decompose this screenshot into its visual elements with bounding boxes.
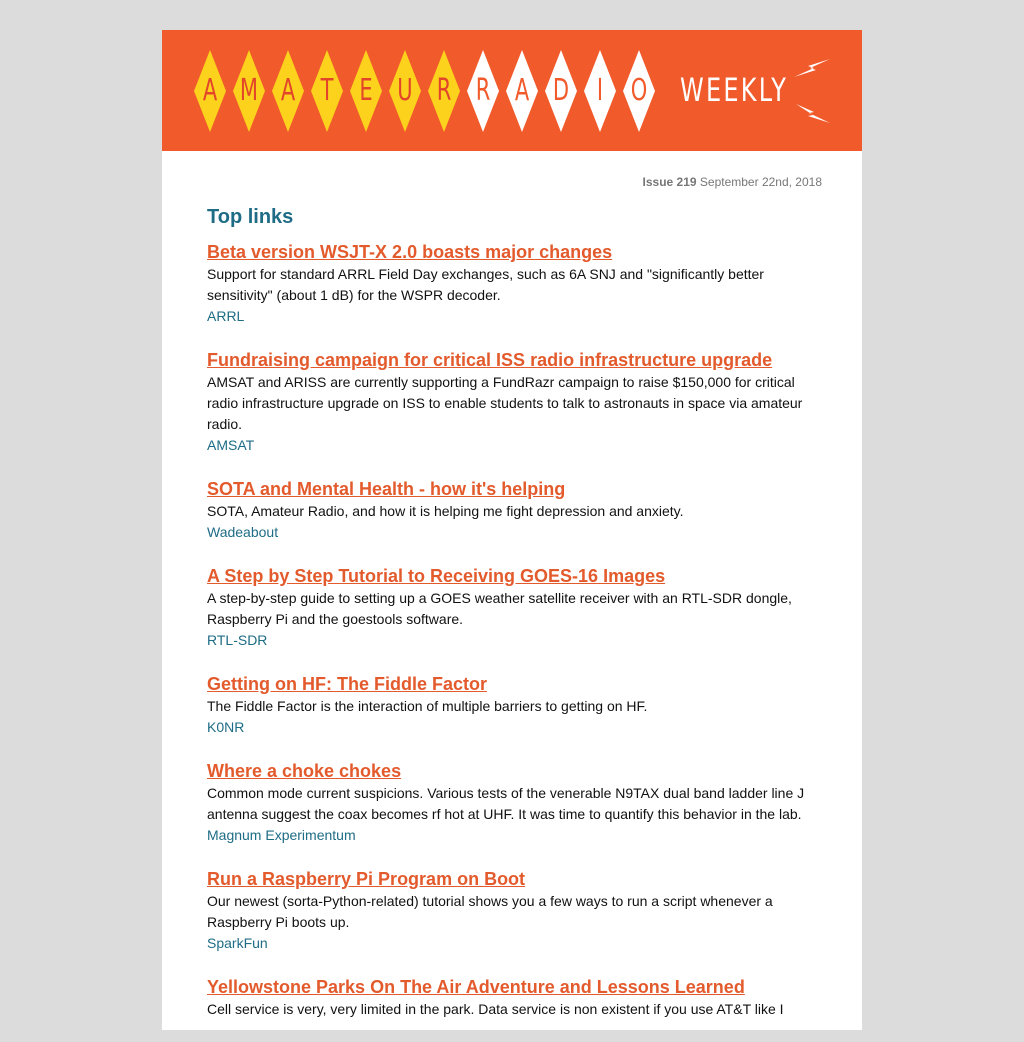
logo-letter: U — [397, 73, 413, 108]
article-item — [207, 976, 823, 1020]
lightning-bolt-icon — [794, 59, 830, 79]
article-title-link[interactable]: A Step by Step Tutorial to Receiving GOES-16 Images — [207, 566, 666, 586]
logo-letter: R — [475, 73, 491, 108]
article-title-link[interactable]: Yellowstone Parks On The Air Adventure and Lessons Learned — [207, 977, 745, 997]
section-title: Top links — [207, 206, 294, 228]
logo-diamond — [506, 50, 538, 132]
logo-letter: O — [630, 73, 648, 108]
article-item — [207, 241, 823, 327]
article-title-link[interactable]: Fundraising campaign for critical ISS radio infrastructure upgrade — [207, 350, 773, 370]
article-description: Support for standard ARRL Field Day exchanges, such as 6A SNJ and "significantly better sensitivity" (about 1 dB) for the WSPR decoder. — [207, 266, 764, 303]
logo-letter: I — [596, 73, 604, 108]
article-title-link[interactable]: Run a Raspberry Pi Program on Boot — [207, 869, 526, 889]
issue-date: September 22nd, 2018 — [699, 175, 822, 189]
logo-letter: M — [239, 73, 259, 108]
logo-diamond — [194, 50, 226, 132]
logo-diamond — [584, 50, 616, 132]
article-item — [207, 760, 823, 846]
article-item — [207, 673, 823, 738]
issue-number: Issue 219 — [642, 175, 697, 189]
newsletter-banner — [162, 30, 862, 151]
logo-letter: A — [514, 73, 530, 108]
article-source-link[interactable]: RTL-SDR — [207, 632, 268, 648]
logo-diamond — [233, 50, 265, 132]
article-item — [207, 478, 823, 543]
article-source-link[interactable]: SparkFun — [207, 935, 268, 951]
logo-letter: R — [436, 73, 452, 108]
logo-letter: D — [552, 73, 570, 108]
article-source-link[interactable]: K0NR — [207, 719, 245, 735]
logo-diamond — [428, 50, 460, 132]
logo-letter: A — [202, 73, 218, 108]
logo-diamond — [350, 50, 382, 132]
article-description: AMSAT and ARISS are currently supporting a FundRazr campaign to raise $150,000 for critical radio infrastructure upgrade on ISS to enable students to talk to astronauts in space via amateur radio. — [207, 374, 803, 432]
article-item — [207, 349, 823, 456]
article-description: The Fiddle Factor is the interaction of multiple barriers to getting on HF. — [207, 698, 648, 714]
newsletter-container — [162, 30, 862, 1030]
article-source-link[interactable]: Wadeabout — [207, 524, 279, 540]
article-source-link[interactable]: AMSAT — [207, 437, 255, 453]
article-source-link[interactable]: Magnum Experimentum — [207, 827, 356, 843]
article-item — [207, 868, 823, 954]
article-title-link[interactable]: Where a choke chokes — [207, 761, 402, 781]
newsletter-content — [207, 204, 823, 1042]
article-title-link[interactable]: SOTA and Mental Health - how it's helping — [207, 479, 566, 499]
lightning-bolt-icon — [796, 104, 830, 124]
article-description: Our newest (sorta-Python-related) tutorial shows you a few ways to run a script whenever a Raspberry Pi boots up. — [207, 893, 773, 930]
logo-diamond — [389, 50, 421, 132]
logo-diamond — [311, 50, 343, 132]
logo-diamond — [272, 50, 304, 132]
article-item — [207, 565, 823, 651]
article-description: Cell service is very, very limited in the park. Data service is non existent if you use AT&T like I — [207, 1001, 784, 1017]
logo-letter: A — [280, 73, 296, 108]
logo-diamond — [623, 50, 655, 132]
article-source-link[interactable]: ARRL — [207, 308, 245, 324]
issue-line — [643, 175, 822, 189]
article-list — [207, 241, 823, 1020]
logo-diamond — [467, 50, 499, 132]
logo-letter: E — [359, 73, 373, 108]
logo-diamond — [545, 50, 577, 132]
article-description: SOTA, Amateur Radio, and how it is helping me fight depression and anxiety. — [207, 503, 684, 519]
article-title-link[interactable]: Beta version WSJT-X 2.0 boasts major changes — [207, 242, 613, 262]
article-title-link[interactable]: Getting on HF: The Fiddle Factor — [207, 674, 487, 694]
logo-letter: T — [320, 73, 334, 108]
article-description: A step-by-step guide to setting up a GOES weather satellite receiver with an RTL-SDR dongle, Raspberry Pi and the goestools software. — [207, 590, 792, 627]
article-description: Common mode current suspicions. Various tests of the venerable N9TAX dual band ladder line J antenna suggest the coax becomes rf hot at UHF. It was time to quantify this behavior in the lab. — [207, 785, 805, 822]
weekly-label: WEEKLY — [680, 71, 789, 109]
